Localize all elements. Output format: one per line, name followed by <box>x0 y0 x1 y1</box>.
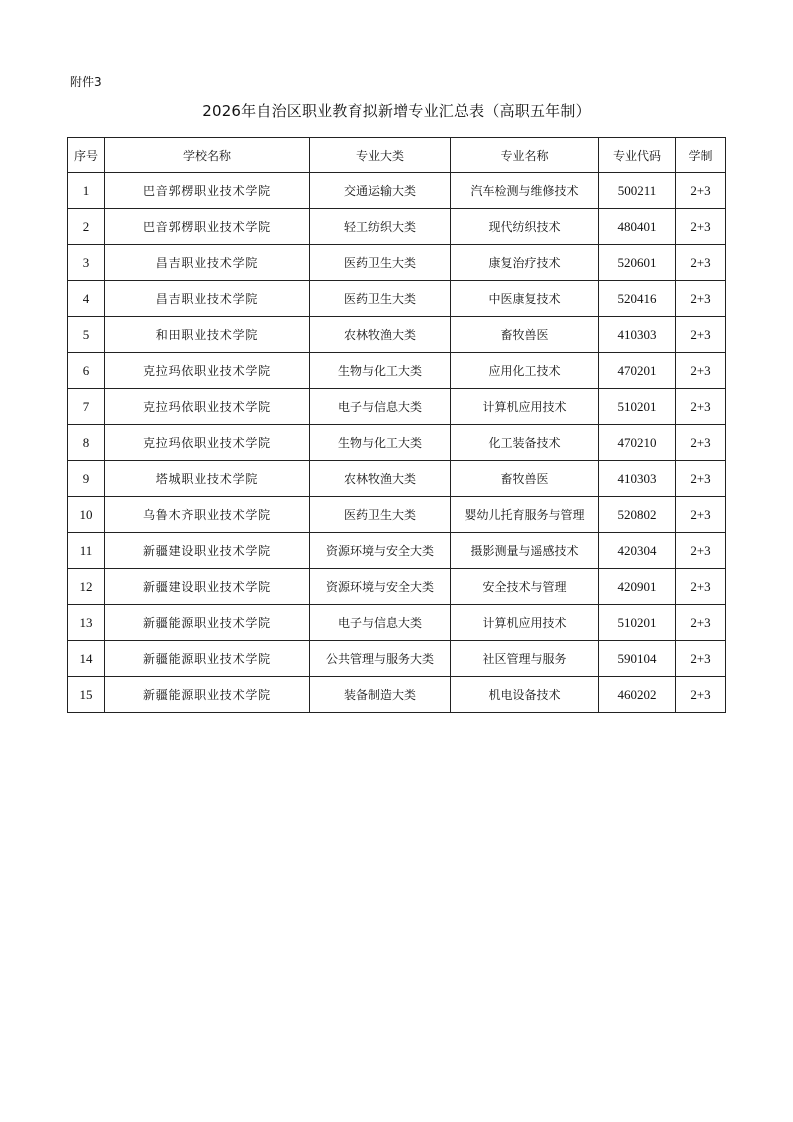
cell-serial-no: 3 <box>68 245 105 281</box>
table-row <box>68 425 726 461</box>
cell-serial-no: 7 <box>68 389 105 425</box>
cell-school-name: 昌吉职业技术学院 <box>105 281 310 317</box>
cell-serial-no: 12 <box>68 569 105 605</box>
cell-school-name: 和田职业技术学院 <box>105 317 310 353</box>
cell-study-system: 2+3 <box>676 497 726 533</box>
cell-serial-no: 2 <box>68 209 105 245</box>
cell-major-name: 康复治疗技术 <box>451 245 599 281</box>
table-row <box>68 533 726 569</box>
cell-major-category: 装备制造大类 <box>310 677 451 713</box>
cell-major-category: 医药卫生大类 <box>310 497 451 533</box>
cell-major-category: 电子与信息大类 <box>310 605 451 641</box>
cell-study-system: 2+3 <box>676 317 726 353</box>
cell-school-name: 克拉玛依职业技术学院 <box>105 389 310 425</box>
header-major-category: 专业大类 <box>310 138 451 173</box>
cell-major-category: 医药卫生大类 <box>310 281 451 317</box>
majors-table <box>67 137 726 713</box>
cell-serial-no: 5 <box>68 317 105 353</box>
document-title: 2026年自治区职业教育拟新增专业汇总表（高职五年制） <box>202 102 591 120</box>
cell-study-system: 2+3 <box>676 533 726 569</box>
cell-serial-no: 4 <box>68 281 105 317</box>
cell-major-code: 420304 <box>599 533 676 569</box>
cell-study-system: 2+3 <box>676 245 726 281</box>
cell-major-code: 410303 <box>599 317 676 353</box>
cell-school-name: 新疆能源职业技术学院 <box>105 677 310 713</box>
cell-serial-no: 14 <box>68 641 105 677</box>
cell-study-system: 2+3 <box>676 569 726 605</box>
table-row <box>68 461 726 497</box>
cell-major-category: 生物与化工大类 <box>310 425 451 461</box>
cell-serial-no: 1 <box>68 173 105 209</box>
cell-study-system: 2+3 <box>676 605 726 641</box>
cell-major-name: 中医康复技术 <box>451 281 599 317</box>
cell-major-category: 医药卫生大类 <box>310 245 451 281</box>
table-body <box>68 173 726 713</box>
cell-study-system: 2+3 <box>676 425 726 461</box>
table-row <box>68 353 726 389</box>
table-row <box>68 281 726 317</box>
cell-school-name: 克拉玛依职业技术学院 <box>105 353 310 389</box>
cell-major-code: 480401 <box>599 209 676 245</box>
cell-major-category: 资源环境与安全大类 <box>310 533 451 569</box>
cell-major-code: 500211 <box>599 173 676 209</box>
cell-serial-no: 13 <box>68 605 105 641</box>
cell-serial-no: 15 <box>68 677 105 713</box>
cell-major-category: 农林牧渔大类 <box>310 461 451 497</box>
cell-school-name: 塔城职业技术学院 <box>105 461 310 497</box>
cell-major-name: 现代纺织技术 <box>451 209 599 245</box>
header-major-name: 专业名称 <box>451 138 599 173</box>
cell-study-system: 2+3 <box>676 677 726 713</box>
cell-major-code: 510201 <box>599 389 676 425</box>
cell-major-category: 电子与信息大类 <box>310 389 451 425</box>
cell-major-name: 婴幼儿托育服务与管理 <box>451 497 599 533</box>
cell-school-name: 新疆建设职业技术学院 <box>105 569 310 605</box>
cell-major-category: 农林牧渔大类 <box>310 317 451 353</box>
cell-major-name: 化工装备技术 <box>451 425 599 461</box>
cell-study-system: 2+3 <box>676 389 726 425</box>
cell-major-code: 460202 <box>599 677 676 713</box>
table-header-row <box>68 138 726 173</box>
table-row <box>68 569 726 605</box>
cell-major-name: 安全技术与管理 <box>451 569 599 605</box>
cell-major-name: 汽车检测与维修技术 <box>451 173 599 209</box>
table-row <box>68 497 726 533</box>
cell-school-name: 克拉玛依职业技术学院 <box>105 425 310 461</box>
cell-study-system: 2+3 <box>676 281 726 317</box>
cell-major-code: 520601 <box>599 245 676 281</box>
attachment-label: 附件3 <box>70 75 102 89</box>
table-row <box>68 389 726 425</box>
cell-major-code: 590104 <box>599 641 676 677</box>
cell-major-category: 资源环境与安全大类 <box>310 569 451 605</box>
cell-school-name: 新疆能源职业技术学院 <box>105 641 310 677</box>
cell-major-code: 510201 <box>599 605 676 641</box>
cell-school-name: 新疆建设职业技术学院 <box>105 533 310 569</box>
table-row <box>68 245 726 281</box>
cell-school-name: 巴音郭楞职业技术学院 <box>105 173 310 209</box>
cell-major-code: 420901 <box>599 569 676 605</box>
cell-study-system: 2+3 <box>676 461 726 497</box>
cell-major-name: 机电设备技术 <box>451 677 599 713</box>
cell-major-code: 410303 <box>599 461 676 497</box>
cell-major-code: 520802 <box>599 497 676 533</box>
cell-serial-no: 8 <box>68 425 105 461</box>
cell-major-code: 520416 <box>599 281 676 317</box>
cell-major-name: 计算机应用技术 <box>451 389 599 425</box>
header-study-system: 学制 <box>676 138 726 173</box>
cell-major-category: 生物与化工大类 <box>310 353 451 389</box>
cell-serial-no: 6 <box>68 353 105 389</box>
cell-major-name: 计算机应用技术 <box>451 605 599 641</box>
cell-study-system: 2+3 <box>676 353 726 389</box>
cell-major-name: 畜牧兽医 <box>451 317 599 353</box>
header-serial-no: 序号 <box>68 138 105 173</box>
cell-school-name: 乌鲁木齐职业技术学院 <box>105 497 310 533</box>
table-row <box>68 173 726 209</box>
cell-major-name: 摄影测量与遥感技术 <box>451 533 599 569</box>
cell-serial-no: 11 <box>68 533 105 569</box>
cell-major-category: 交通运输大类 <box>310 173 451 209</box>
cell-major-name: 畜牧兽医 <box>451 461 599 497</box>
table-row <box>68 641 726 677</box>
cell-major-name: 社区管理与服务 <box>451 641 599 677</box>
cell-serial-no: 10 <box>68 497 105 533</box>
table-row <box>68 605 726 641</box>
cell-serial-no: 9 <box>68 461 105 497</box>
table-row <box>68 677 726 713</box>
cell-study-system: 2+3 <box>676 173 726 209</box>
table-row <box>68 317 726 353</box>
cell-major-category: 公共管理与服务大类 <box>310 641 451 677</box>
cell-school-name: 新疆能源职业技术学院 <box>105 605 310 641</box>
table-row <box>68 209 726 245</box>
header-major-code: 专业代码 <box>599 138 676 173</box>
cell-study-system: 2+3 <box>676 641 726 677</box>
cell-major-category: 轻工纺织大类 <box>310 209 451 245</box>
cell-study-system: 2+3 <box>676 209 726 245</box>
cell-school-name: 昌吉职业技术学院 <box>105 245 310 281</box>
cell-major-name: 应用化工技术 <box>451 353 599 389</box>
cell-major-code: 470210 <box>599 425 676 461</box>
header-school-name: 学校名称 <box>105 138 310 173</box>
cell-school-name: 巴音郭楞职业技术学院 <box>105 209 310 245</box>
cell-major-code: 470201 <box>599 353 676 389</box>
